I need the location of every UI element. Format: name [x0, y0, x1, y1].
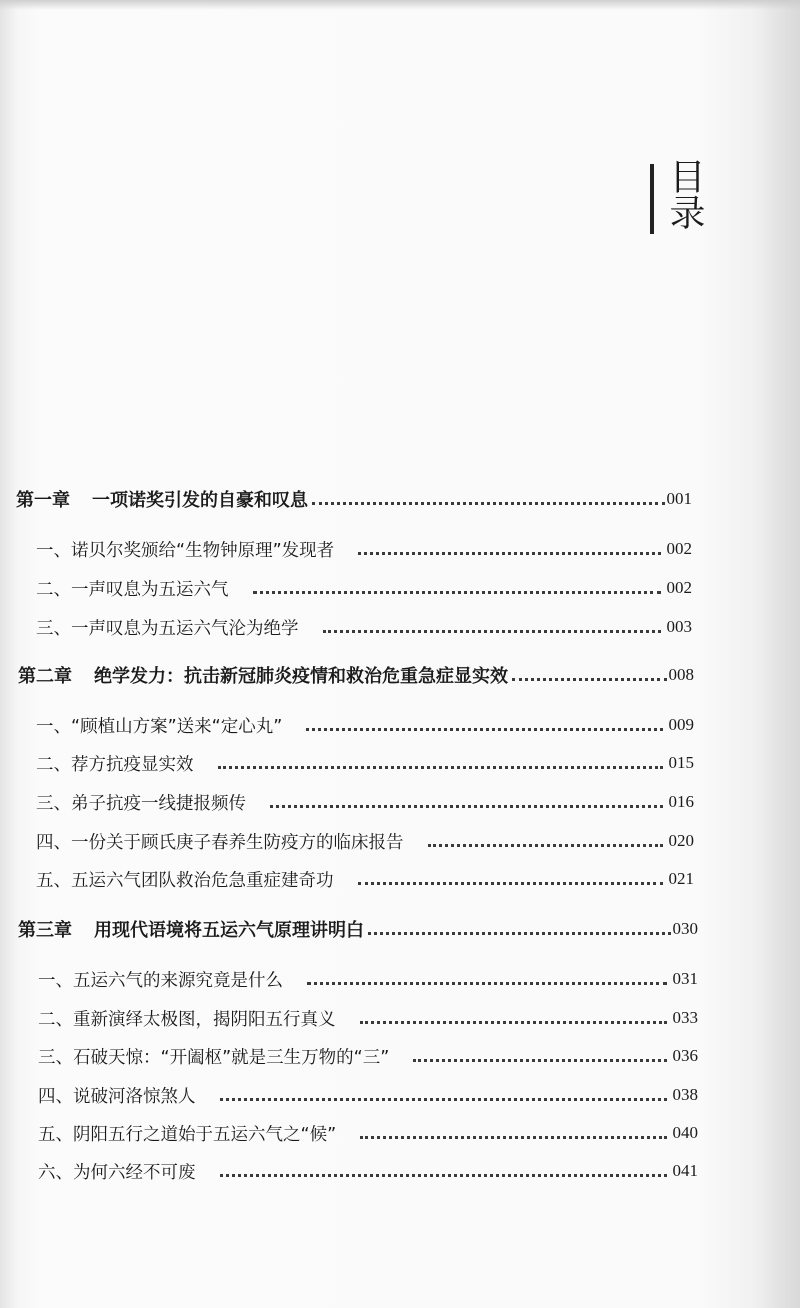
dot-leader: [270, 805, 663, 808]
toc-section[interactable]: [38, 1041, 698, 1071]
chapter-number: 第三章: [18, 920, 72, 941]
section-page: 003: [666, 617, 692, 636]
dot-leader: [360, 1136, 666, 1139]
dot-leader: [253, 591, 661, 594]
toc-section[interactable]: [36, 787, 694, 817]
dot-leader: [413, 1059, 666, 1062]
section-title: 五、五运六气团队救治危急重症建奇功: [36, 870, 334, 891]
dot-leader: [323, 630, 661, 633]
page-title: 目录: [664, 158, 705, 230]
section-page: 016: [668, 792, 694, 811]
toc-section[interactable]: [36, 710, 694, 740]
toc-section[interactable]: [38, 1118, 698, 1148]
chapter-title: 一项诺奖引发的自豪和叹息: [92, 490, 308, 511]
section-title: 一、“顾植山方案”送来“定心丸”: [36, 716, 283, 737]
dot-leader: [360, 1021, 667, 1024]
chapter-title: 用现代语境将五运六气原理讲明白: [94, 920, 364, 941]
section-page: 038: [672, 1085, 698, 1104]
toc-chapter-2[interactable]: [18, 660, 694, 690]
toc-section[interactable]: [36, 826, 694, 856]
section-page: 033: [672, 1008, 698, 1027]
dot-leader: [358, 882, 663, 885]
toc-section[interactable]: [36, 534, 692, 564]
dot-leader: [368, 932, 671, 935]
toc-section[interactable]: [36, 573, 692, 603]
section-title: 三、一声叹息为五运六气沦为绝学: [36, 618, 299, 639]
section-page: 031: [672, 969, 698, 988]
chapter-page: 030: [672, 919, 698, 938]
dot-leader: [312, 502, 665, 505]
section-page: 015: [668, 753, 694, 772]
dot-leader: [218, 766, 663, 769]
section-title: 四、一份关于顾氏庚子春养生防疫方的临床报告: [36, 832, 404, 853]
toc-section[interactable]: [38, 964, 698, 994]
dot-leader: [358, 552, 660, 555]
toc-chapter-3[interactable]: [18, 914, 698, 944]
section-title: 三、弟子抗疫一线捷报频传: [36, 793, 246, 814]
section-title: 三、石破天惊：“开阖枢”就是三生万物的“三”: [38, 1047, 390, 1068]
toc-chapter-1[interactable]: [16, 484, 692, 514]
section-page: 009: [668, 715, 694, 734]
section-page: 002: [666, 539, 692, 558]
section-page: 021: [668, 869, 694, 888]
section-title: 二、荐方抗疫显实效: [36, 754, 194, 775]
toc-section[interactable]: [36, 612, 692, 642]
section-title: 五、阴阳五行之道始于五运六气之“候”: [38, 1124, 337, 1145]
chapter-number: 第二章: [18, 666, 72, 687]
section-title: 一、五运六气的来源究竟是什么: [38, 970, 283, 991]
section-page: 036: [672, 1046, 698, 1065]
dot-leader: [306, 728, 662, 731]
section-title: 六、为何六经不可废: [38, 1162, 196, 1183]
section-page: 041: [672, 1161, 698, 1180]
section-page: 002: [666, 578, 692, 597]
section-page: 040: [672, 1123, 698, 1142]
dot-leader: [220, 1174, 667, 1177]
section-title: 四、说破河洛惊煞人: [38, 1086, 196, 1107]
dot-leader: [428, 844, 663, 847]
chapter-page: 008: [668, 665, 694, 684]
chapter-number: 第一章: [16, 490, 70, 511]
section-page: 020: [668, 831, 694, 850]
section-title: 一、诺贝尔奖颁给“生物钟原理”发现者: [36, 540, 335, 561]
section-title: 二、一声叹息为五运六气: [36, 579, 229, 600]
dot-leader: [307, 982, 667, 985]
chapter-title: 绝学发力：抗击新冠肺炎疫情和救治危重急症显实效: [94, 666, 508, 687]
dot-leader: [512, 678, 667, 681]
dot-leader: [220, 1098, 667, 1101]
section-title: 二、重新演绎太极图，揭阴阳五行真义: [38, 1009, 336, 1030]
toc-section[interactable]: [36, 864, 694, 894]
toc-section[interactable]: [38, 1080, 698, 1110]
toc-section[interactable]: [38, 1003, 698, 1033]
chapter-page: 001: [666, 489, 692, 508]
toc-section[interactable]: [36, 748, 694, 778]
toc-section[interactable]: [38, 1156, 698, 1186]
